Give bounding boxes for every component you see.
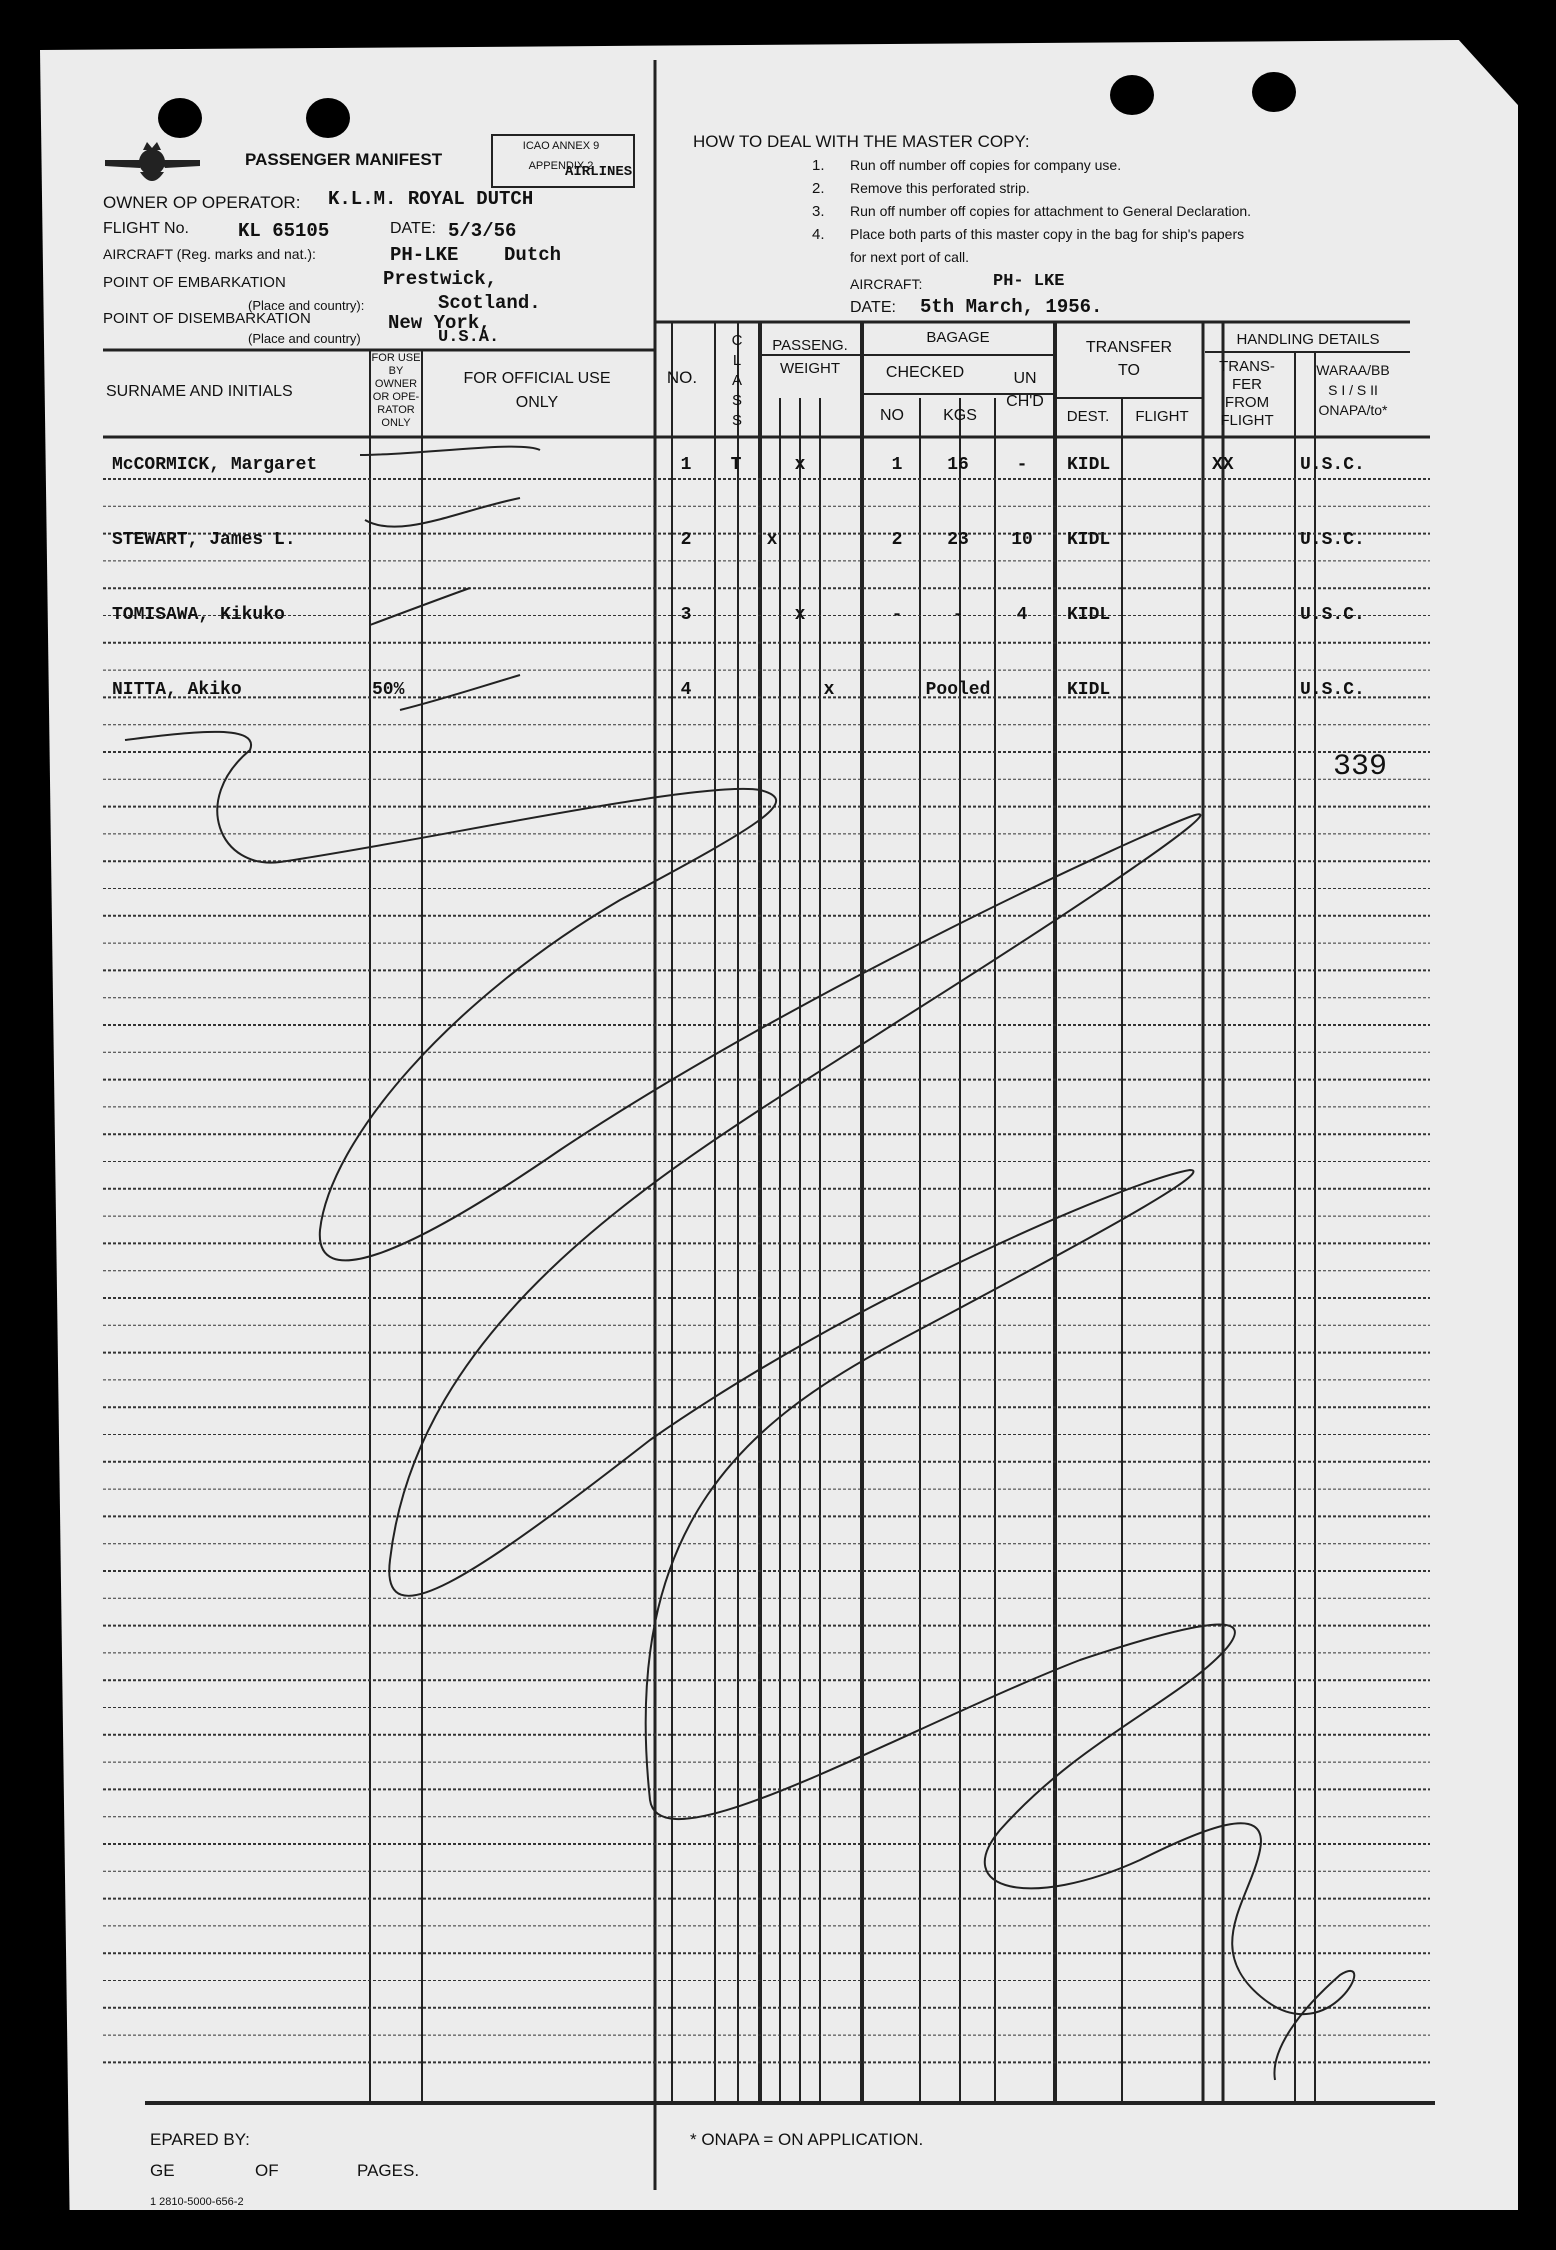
owner-label: OWNER OP OPERATOR:	[103, 193, 301, 212]
disembark-value: New York,	[388, 312, 491, 334]
col-passeng: WEIGHT	[780, 360, 840, 377]
col-checked: CHECKED	[885, 364, 965, 381]
col-class: S	[731, 392, 743, 409]
instruction-text: Remove this perforated strip.	[850, 180, 1030, 196]
cell-bag-no: -	[891, 605, 903, 625]
cell-kgs: Pooled	[925, 680, 991, 700]
cell-bag-no: 2	[891, 530, 903, 550]
icao-line-2: APPENDIX 2	[528, 160, 594, 172]
col-passeng: PASSENG.	[772, 337, 848, 354]
cell-name: STEWART, James L.	[112, 530, 296, 550]
instruction-num: 2.	[812, 180, 825, 197]
col-trans-from: FROM	[1224, 394, 1270, 411]
icao-line-1: ICAO ANNEX 9	[522, 140, 600, 152]
embark-label: POINT OF EMBARKATION	[103, 274, 286, 291]
col-unchd: CH'D	[1006, 393, 1044, 410]
col-trans-from: FER	[1232, 376, 1262, 393]
instructions-title: HOW TO DEAL WITH THE MASTER COPY:	[693, 132, 1030, 151]
instr-date-label: DATE:	[850, 299, 896, 316]
punch-hole	[158, 98, 202, 138]
col-bagage: BAGAGE	[926, 329, 990, 346]
page-label: GE	[150, 2161, 175, 2180]
col-waraa: S I / S II	[1328, 382, 1378, 398]
cell-weight-a: x	[766, 530, 778, 550]
disembark-sub: (Place and country)	[248, 331, 361, 346]
prepared-by-label: EPARED BY:	[150, 2130, 250, 2149]
instruction-4-cont: for next port of call.	[850, 249, 970, 265]
col-waraa: ONAPA/to*	[1318, 402, 1388, 418]
col-class: L	[732, 352, 742, 369]
cell-handling: U.S.C.	[1300, 605, 1365, 625]
col-trans-from: FLIGHT	[1220, 412, 1274, 429]
col-transfer: TO	[1118, 362, 1140, 379]
col-official: FOR OFFICIAL USE	[463, 370, 611, 387]
col-kgs: KGS	[943, 407, 977, 424]
cell-unchd: 4	[1016, 605, 1028, 625]
form-code: 1 2810-5000-656-2	[150, 2196, 244, 2208]
manifest-sheet	[40, 40, 1518, 2210]
instruction-num: 1.	[812, 157, 825, 174]
punch-hole	[1110, 75, 1154, 115]
col-trans-from: TRANS-	[1219, 358, 1275, 375]
cell-unchd: 10	[1011, 530, 1033, 550]
flight-value: KL 65105	[238, 220, 330, 242]
col-bag-no: NO	[880, 407, 904, 424]
cell-handling: U.S.C.	[1300, 530, 1365, 550]
aircraft-label: AIRCRAFT (Reg. marks and nat.):	[103, 246, 316, 262]
cell-class: T	[730, 455, 742, 475]
cell-for-use: 50%	[372, 680, 405, 700]
form-title: PASSENGER MANIFEST	[245, 150, 443, 169]
instruction-num: 3.	[812, 203, 825, 220]
cell-handling: U.S.C.	[1300, 680, 1365, 700]
col-for-use: ONLY	[381, 417, 411, 429]
embark-country: Scotland.	[438, 292, 541, 314]
embark-sub: (Place and country):	[248, 298, 365, 313]
instruction-num: 4.	[812, 226, 825, 243]
cell-dest: KIDL	[1067, 605, 1111, 625]
cell-dest: KIDL	[1067, 530, 1111, 550]
instr-aircraft-value: PH- LKE	[993, 272, 1065, 291]
cell-dest: KIDL	[1067, 455, 1111, 475]
cell-no: 2	[680, 530, 692, 550]
cell-dest: KIDL	[1067, 680, 1111, 700]
col-dest: DEST.	[1066, 408, 1110, 425]
cell-kgs: 16	[947, 455, 969, 475]
instr-date-value: 5th March, 1956.	[920, 296, 1103, 318]
instruction-text: Run off number off copies for attachment to General Declaration.	[850, 203, 1252, 219]
cell-handling: U.S.C.	[1300, 455, 1365, 475]
col-official: ONLY	[515, 394, 559, 411]
punch-hole	[1252, 72, 1296, 112]
instr-aircraft-label: AIRCRAFT:	[850, 276, 923, 292]
date-value: 5/3/56	[448, 220, 517, 242]
instruction-text: Place both parts of this master copy in the bag for ship's papers	[850, 226, 1245, 242]
disembark-country: U.S.A.	[438, 328, 500, 347]
col-for-use: FOR USE	[371, 352, 421, 364]
cell-unchd: -	[1016, 455, 1028, 475]
cell-bag-no: 1	[891, 455, 903, 475]
owner-value: K.L.M. ROYAL DUTCH	[328, 188, 534, 210]
klm-crown-logo	[105, 140, 200, 192]
stamp-number: 339	[1333, 750, 1388, 784]
col-transfer: TRANSFER	[1085, 339, 1173, 356]
disembark-label: POINT OF DISEMBARKATION	[103, 310, 311, 327]
aircraft-value: PH-LKE Dutch	[390, 244, 562, 266]
pages-label: PAGES.	[357, 2161, 420, 2180]
col-for-use: OWNER	[374, 378, 418, 390]
cell-no: 1	[680, 455, 692, 475]
punch-hole	[306, 98, 350, 138]
cell-kgs: -	[952, 605, 964, 625]
col-waraa: WARAA/BB	[1316, 362, 1390, 378]
cell-weight-b: x	[794, 455, 806, 475]
cell-weight-c: x	[823, 680, 835, 700]
col-no: NO.	[666, 368, 698, 387]
col-class: S	[731, 412, 743, 429]
cell-trans-from: XX	[1212, 455, 1234, 475]
cell-kgs: 23	[947, 530, 969, 550]
col-for-use: OR OPE-	[372, 391, 420, 403]
col-surname: SURNAME AND INITIALS	[106, 383, 293, 400]
embark-value: Prestwick,	[383, 268, 498, 290]
cell-name: NITTA, Akiko	[112, 680, 242, 700]
date-label: DATE:	[390, 220, 436, 237]
owner-value-overflow: AIRLINES	[565, 164, 633, 180]
of-label: OF	[255, 2161, 279, 2180]
flight-label: FLIGHT No.	[103, 220, 189, 237]
instruction-text: Run off number off copies for company use.	[850, 157, 1122, 173]
cell-no: 4	[680, 680, 692, 700]
cell-name: TOMISAWA, Kikuko	[112, 605, 285, 625]
col-flight: FLIGHT	[1135, 408, 1189, 425]
footer-note: * ONAPA = ON APPLICATION.	[690, 2130, 924, 2149]
col-class: C	[731, 332, 743, 349]
cell-weight-b: x	[794, 605, 806, 625]
col-unchd: UN	[1013, 370, 1037, 387]
col-for-use: BY	[388, 365, 404, 377]
cell-name: McCORMICK, Margaret	[112, 455, 318, 475]
cell-no: 3	[680, 605, 692, 625]
col-for-use: RATOR	[377, 404, 415, 416]
col-handling: HANDLING DETAILS	[1236, 331, 1380, 348]
col-class: A	[731, 372, 743, 389]
